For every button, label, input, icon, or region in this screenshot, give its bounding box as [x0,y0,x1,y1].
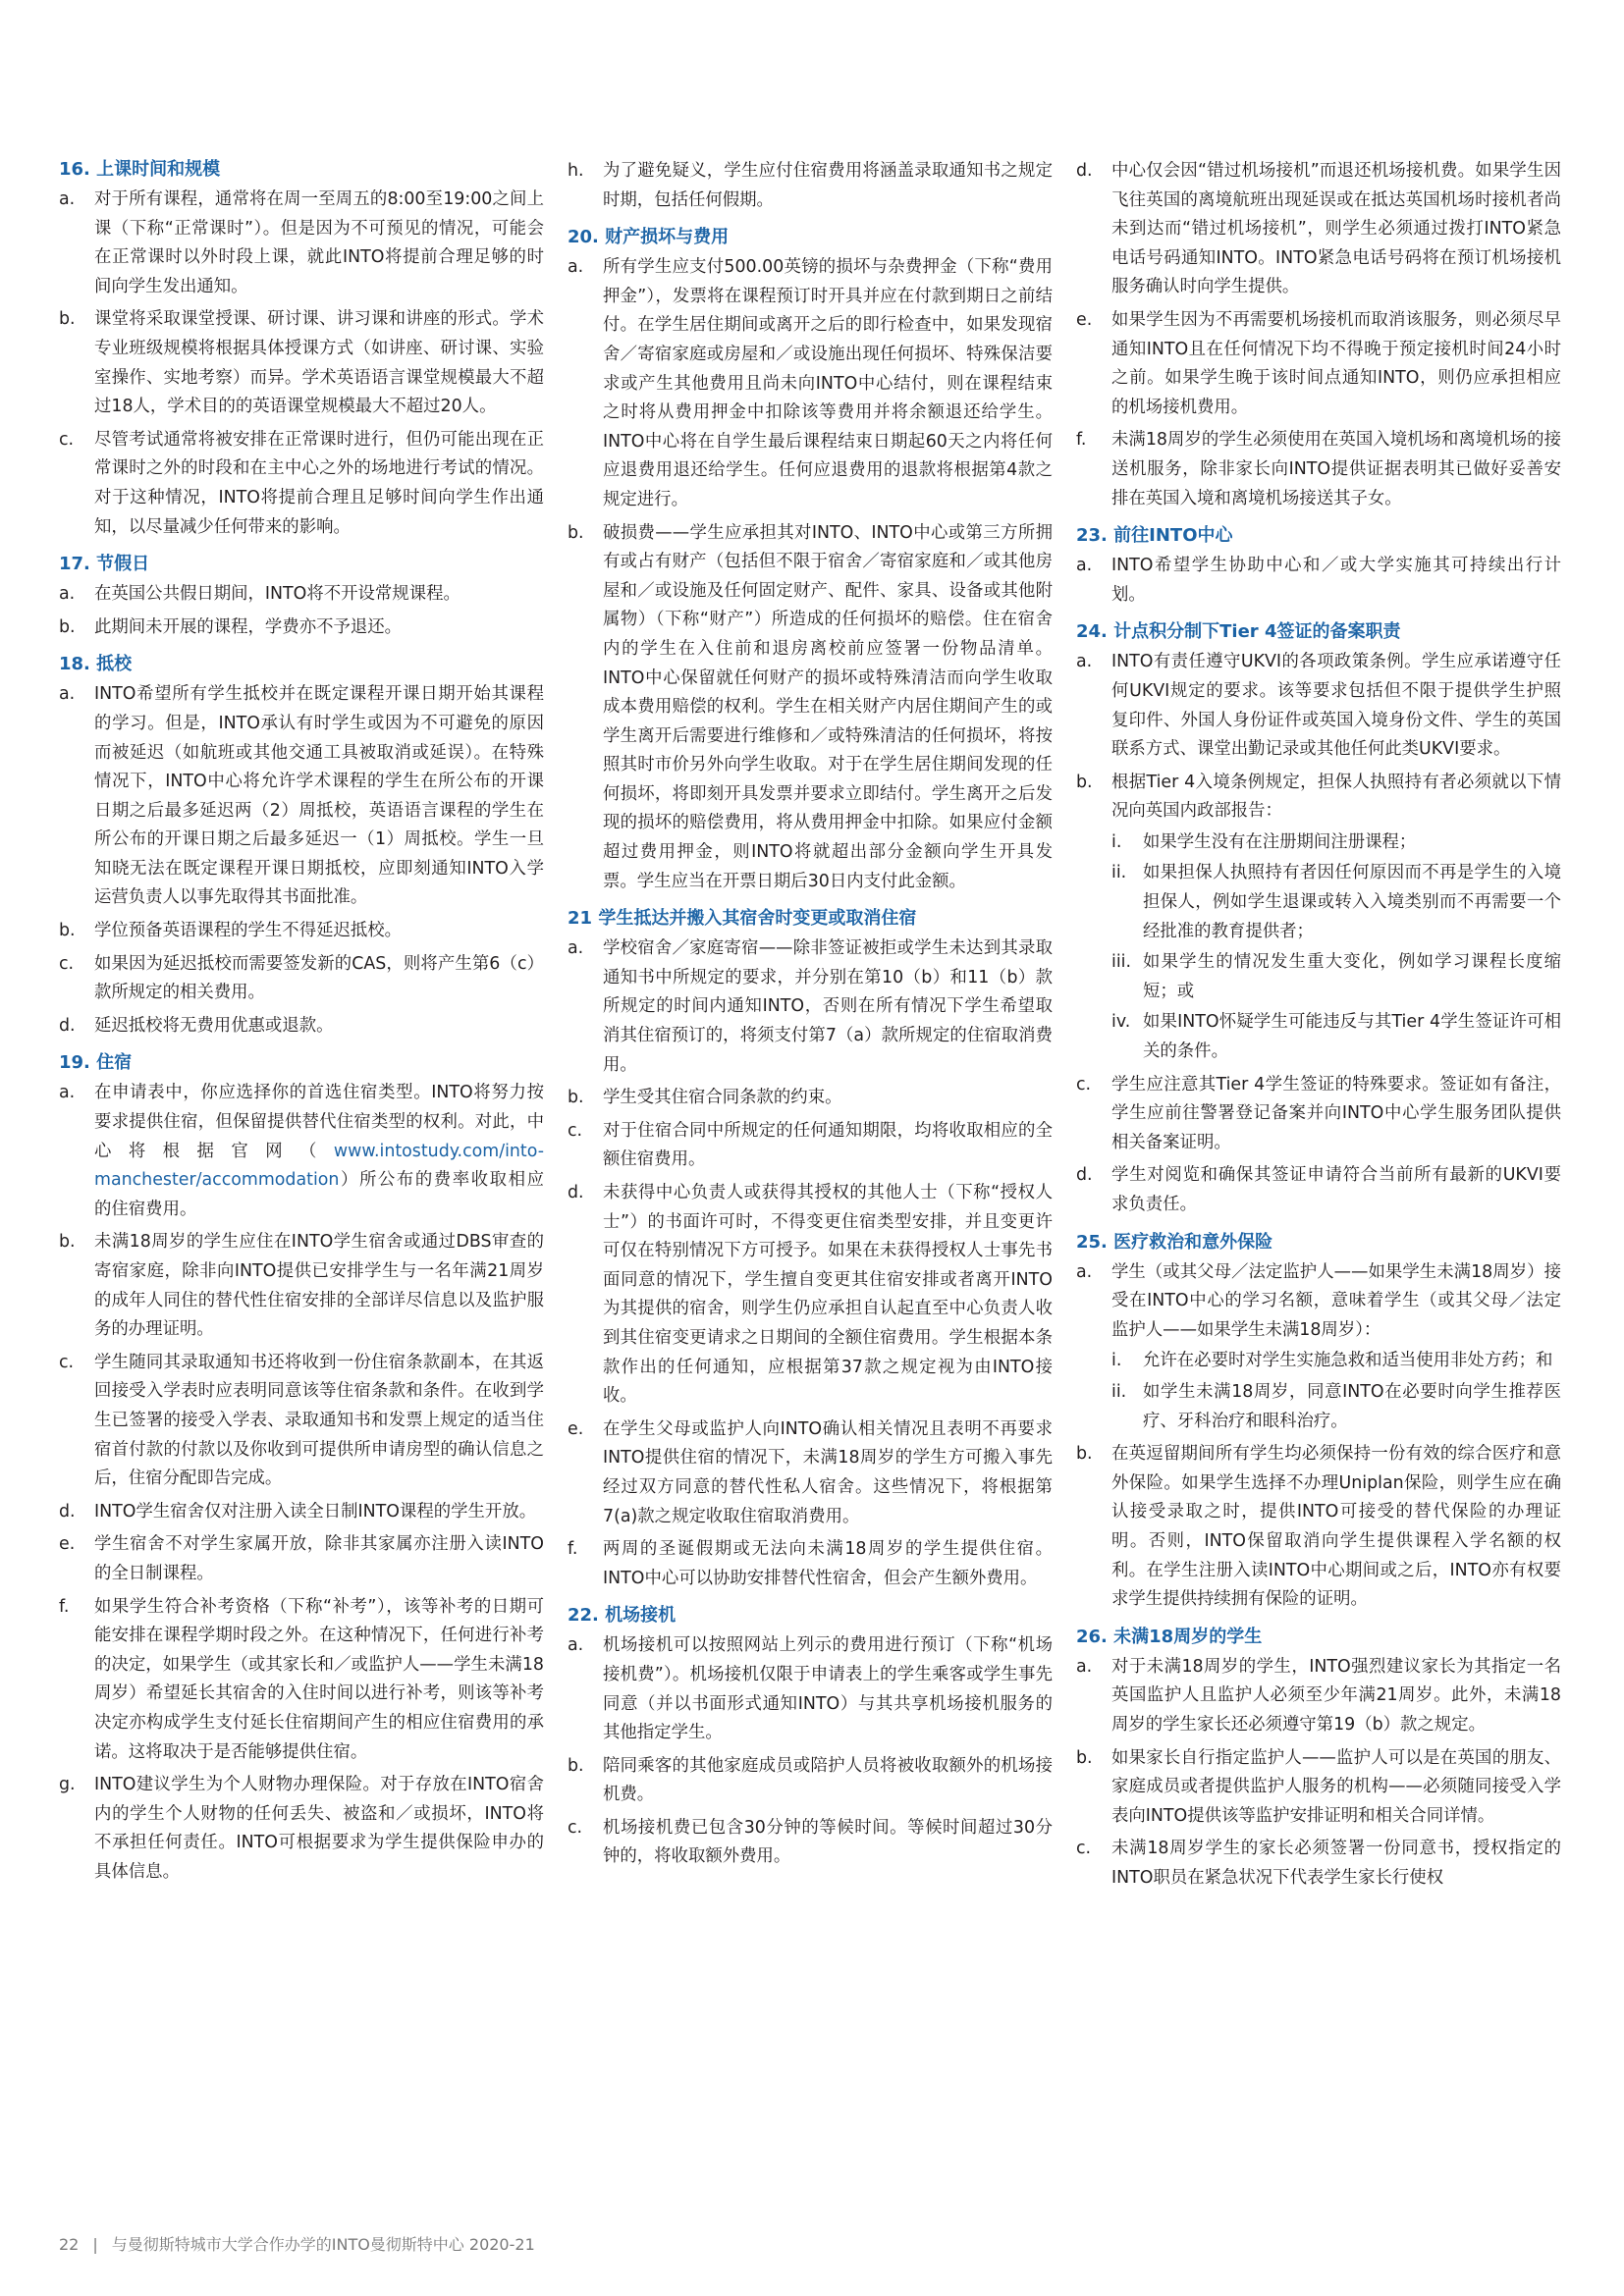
clause-label: a. [1076,1656,1093,1677]
column-left [59,157,544,1891]
section-title: 20. 财产损坏与费用 [568,227,730,248]
clause-item [568,1752,1053,1810]
clause-item [59,1349,544,1494]
clause-label: a. [59,189,76,209]
page-number: 22 [59,2235,80,2254]
sub-clause-label: iii. [1111,952,1132,973]
section-title: 17. 节假日 [59,554,150,575]
clause-text: INTO建议学生为个人财物办理保险。对于存放在INTO宿舍内的学生个人财物的任何丢失、被盗和／或损坏，INTO将不承担任何责任。INTO可根据要求为学生提供保险申办的具体信息。 [94,1775,544,1882]
clause-text: 根据Tier 4入境条例规定，担保人执照持有者必须就以下情况向英国内政部报告： [1111,772,1561,822]
clause-item [59,580,544,610]
clause-label: d. [59,1015,76,1036]
section-title: 22. 机场接机 [568,1605,677,1627]
sub-clause-text: 如果INTO怀疑学生可能违反与其Tier 4学生签证许可相关的条件。 [1143,1012,1561,1062]
sub-clause-text: 允许在必要时对学生实施急救和适当使用非处方药；和 [1143,1351,1553,1371]
clause-label: a. [1076,652,1093,672]
clause-item [1076,426,1561,513]
clause-item [1076,1835,1561,1893]
clause-label: c. [568,1817,583,1838]
section-title: 23. 前往INTO中心 [1076,525,1233,547]
clause-text: 如果因为延迟抵校而需要签发新的CAS，则将产生第6（c）款所规定的相关费用。 [94,953,544,1003]
clause-label: b. [1076,772,1093,792]
section-title: 26. 未满18周岁的学生 [1076,1626,1263,1647]
footer-text: 与曼彻斯特城市大学合作办学的INTO曼彻斯特中心 2020-21 [111,2235,535,2254]
column-middle [568,157,1053,1876]
clause-label: g. [59,1775,76,1795]
clause-label: e. [59,1534,76,1555]
clause-label: a. [1076,1261,1093,1282]
clause-item [568,1814,1053,1872]
clause-item [59,426,544,542]
clause-text: 如果学生因为不再需要机场接机而取消该服务，则必须尽早通知INTO且在任何情况下均不得晚于预定接机时间24小时之前。如果学生晚于该时间点通知INTO，则仍应承担相应的机场接机费用。 [1111,309,1561,417]
sub-clause-label: ii. [1111,1381,1127,1402]
section-title: 19. 住宿 [59,1052,133,1074]
clause-item [59,1228,544,1344]
clause-item [1076,1071,1561,1158]
clause-text: INTO学生宿舍仅对注册入读全日制INTO课程的学生开放。 [94,1501,537,1522]
clause-label: c. [59,953,75,974]
sub-clause-text: 如果学生没有在注册期间注册课程； [1143,831,1417,852]
clause-item [59,1593,544,1768]
sub-clause-text: 如果担保人执照持有者因任何原因而不再是学生的入境担保人，例如学生退课或转入入境类别而不再需要一个经批准的教育提供者； [1143,863,1561,941]
clause-text: INTO希望学生协助中心和／或大学实施其可持续出行计划。 [1111,556,1561,605]
clause-text: 学生宿舍不对学生家属开放，除非其家属亦注册入读INTO的全日制课程。 [94,1534,544,1583]
clause-text: 所有学生应支付500.00英镑的损坏与杂费押金（下称“费用押金”），发票将在课程预订时开具并应在付款到期日之前结付。在学生居住期间或离开之后的即行检查中，如果发现宿舍／寄宿家庭或房屋和／或设施出现任何损坏、特殊保洁要求或产生其他费用且尚未向INTO中心结付，则在课程结束之时将从费用押金中扣除该等费用并将余额退还给学生。INTO中心将在自学生最后课程结束日期起60天之内将任何应退费用退还给学生。任何应退费用的退款将根据第4款之规定进行。 [603,257,1053,509]
clause-text: 未满18周岁的学生必须使用在英国入境机场和离境机场的接送机服务，除非家长向INTO提供证据表明其已做好妥善安排在英国入境和离境机场接送其子女。 [1111,430,1561,508]
sub-clause-label: ii. [1111,863,1127,883]
clause-item [1076,1161,1561,1219]
clause-text: 在英国公共假日期间，INTO将不开设常规课程。 [94,584,460,605]
clause-item [568,934,1053,1080]
clause-label: b. [59,616,76,637]
clause-label: h. [568,161,584,181]
sub-clause-item [1111,1347,1561,1376]
clause-text: 延迟抵校将无费用优惠或退款。 [94,1015,334,1036]
clause-text: 学校宿舍／家庭寄宿——除非签证被拒或学生未达到其录取通知书中所规定的要求，并分别在第10（b）和11（b）款所规定的时间内通知INTO，否则在所有情况下学生希望取消其住宿预订的，将须支付第7（a）款所规定的住宿取消费用。 [603,938,1053,1075]
clause-label: c. [1076,1074,1092,1095]
clause-label: b. [59,921,76,941]
clause-item [1076,1653,1561,1740]
clause-item [568,1415,1053,1531]
clause-label: a. [568,257,584,278]
clause-text: 未满18周岁的学生应住在INTO学生宿舍或通过DBS审查的寄宿家庭，除非向INTO提供已安排学生与一名年满21周岁的成年人同住的替代性住宿安排的全部详尽信息以及监护服务的办理证明。 [94,1232,544,1340]
clause-label: d. [568,1183,584,1202]
clause-text: INTO希望所有学生抵校并在既定课程开课日期开始其课程的学习。但是，INTO承认有时学生或因为不可避免的原因而被延迟（如航班或其他交通工具被取消或延误）。在特殊情况下，INTO中心将允许学术课程的学生在所公布的开课日期之后最多延迟两（2）周抵校，英语语言课程的学生在所公布的开课日期之后最多延迟一（1）周抵校。学生一旦知晓无法在既定课程开课日期抵校，应即刻通知INTO入学运营负责人以事先取得其书面批准。 [94,684,544,908]
clause-item [59,1498,544,1527]
clause-item [568,1631,1053,1747]
clause-text: 学位预备英语课程的学生不得延迟抵校。 [94,921,403,941]
clause-label: a. [59,1083,76,1103]
sub-clause-text: 如学生未满18周岁，同意INTO在必要时向学生推荐医疗、牙科治疗和眼科治疗。 [1143,1381,1561,1431]
clause-label: d. [1076,161,1093,181]
clause-text: 机场接机可以按照网站上列示的费用进行预订（下称“机场接机费”）。机场接机仅限于申请表上的学生乘客或学生事先同意（并以书面形式通知INTO）与其共享机场接机服务的其他指定学生。 [603,1635,1053,1743]
clause-item [59,1771,544,1887]
section-title: 18. 抵校 [59,654,133,675]
clause-item [1076,552,1561,610]
clause-text: 未满18周岁学生的家长必须签署一份同意书，授权指定的INTO职员在紧急状况下代表学生家长行使权 [1111,1839,1561,1888]
clause-label: c. [568,1120,583,1141]
clause-label: e. [1076,309,1093,330]
sub-clause-text: 如果学生的情况发生重大变化，例如学习课程长度缩短；或 [1143,952,1561,1001]
sub-clause-label: i. [1111,1351,1122,1371]
clause-item [1076,1440,1561,1615]
clause-text: 学生对阅览和确保其签证申请符合当前所有最新的UKVI要求负责任。 [1111,1165,1561,1214]
clause-text: INTO有责任遵守UKVI的各项政策条例。学生应承诺遵守任何UKVI规定的要求。该等要求包括但不限于提供学生护照复印件、外国人身份证件或英国入境身份文件、学生的英国联系方式、课堂出勤记录或其他任何此类UKVI要求。 [1111,652,1561,760]
clause-item [59,950,544,1008]
clause-item [59,1079,544,1224]
clause-item [59,1530,544,1588]
clause-text: 两周的圣诞假期或无法向未满18周岁的学生提供住宿。INTO中心可以协助安排替代性宿舍，但会产生额外费用。 [603,1539,1053,1588]
clause-text: 破损费——学生应承担其对INTO、INTO中心或第三方所拥有或占有财产（包括但不限于宿舍／寄宿家庭和／或其他房屋和／或设施及任何固定财产、配件、家具、设备或其他附属物）（下称“财产”）所造成的任何损坏的赔偿。住在宿舍内的学生在入住前和退房离校前应签署一份物品清单。INTO中心保留就任何财产的损坏或特殊清洁而向学生收取成本费用赔偿的权利。学生在相关财产内居住期间产生的或学生离开后需要进行维修和／或特殊清洁的任何损坏，将按照其时市价另外向学生收取。对于在学生居住期间发现的任何损坏，将即刻开具发票并要求立即结付。学生离开之后发现的损坏的赔偿费用，将从费用押金中扣除。如果应付金额超过费用押金，则INTO将就超出部分金额向学生开具发票。学生应当在开票日期后30日内支付此金额。 [603,522,1053,891]
clause-item [568,1117,1053,1175]
clause-text [94,1083,544,1218]
sub-clause-item [1111,1008,1561,1066]
clause-label: a. [568,938,584,959]
clause-label: d. [59,1501,76,1522]
clause-text: 课堂将采取课堂授课、研讨课、讲习课和讲座的形式。学术专业班级规模将根据具体授课方式（如讲座、研讨课、实验室操作、实地考察）而异。学术英语语言课堂规模最大不超过18人，学术目的的英语课堂规模最大不超过20人。 [94,309,544,417]
clause-text: 学生应注意其Tier 4学生签证的特殊要求。签证如有备注，学生应前往警署登记备案并向INTO中心学生服务团队提供相关备案证明。 [1111,1074,1561,1152]
clause-text: 未获得中心负责人或获得其授权的其他人士（下称“授权人士”）的书面许可时，不得变更住宿类型安排，并且变更许可仅在特别情况下方可授予。如果在未获得授权人士事先书面同意的情况下，学生擅自变更其住宿安排或者离开INTO为其提供的宿舍，则学生仍应承担自认起直至中心负责人收到其住宿变更请求之日期间的全额住宿费用。学生根据本条款作出的任何通知，应根据第37款之规定视为由INTO接收。 [603,1183,1053,1407]
clause-item [59,1012,544,1041]
clause-text: 学生随同其录取通知书还将收到一份住宿条款副本，在其返回接受入学表时应表明同意该等住宿条款和条件。在收到学生已签署的接受入学表、录取通知书和发票上规定的适当住宿首付款的付款以及你收到可提供所申请房型的确认信息之后，住宿分配即告完成。 [94,1352,544,1489]
clause-text: 对于住宿合同中所规定的任何通知期限，均将收取相应的全额住宿费用。 [603,1120,1053,1170]
clause-item [568,519,1053,897]
clause-label: a. [59,584,76,605]
page-footer [59,2232,535,2255]
section-title: 21 学生抵达并搬入其宿舍时变更或取消住宿 [568,908,917,930]
clause-text: 在学生父母或监护人向INTO确认相关情况且表明不再要求INTO提供住宿的情况下，未满18周岁的学生方可搬入事先经过双方同意的替代性私人宿舍。这些情况下，将根据第7(a)款之规定收取住宿取消费用。 [603,1418,1053,1526]
clause-item [1076,157,1561,302]
clause-label: f. [1076,430,1087,451]
clause-item [568,253,1053,514]
column-right [1076,157,1561,1896]
clause-label: c. [59,1352,75,1372]
clause-label: b. [568,1755,584,1776]
clause-label: d. [1076,1165,1093,1186]
clause-text: 如果家长自行指定监护人——监护人可以是在英国的朋友、家庭成员或者提供监护人服务的机构——必须随同接受入学表向INTO提供该等监护安排证明和相关合同详情。 [1111,1747,1561,1826]
section-title: 25. 医疗救治和意外保险 [1076,1231,1273,1253]
clause-label: c. [1076,1839,1092,1859]
clause-text: 学生（或其父母／法定监护人——如果学生未满18周岁）接受在INTO中心的学习名额，意味着学生（或其父母／法定监护人——如果学生未满18周岁）： [1111,1261,1561,1340]
sub-clause-label: iv. [1111,1012,1131,1033]
clause-label: b. [568,1088,584,1108]
clause-text: 学生受其住宿合同条款的约束。 [603,1088,842,1108]
clause-label: a. [1076,556,1093,576]
clause-label: b. [1076,1747,1093,1768]
clause-text: 在英逗留期间所有学生均必须保持一份有效的综合医疗和意外保险。如果学生选择不办理Uniplan保险，则学生应在确认接受录取之时，提供INTO可接受的替代保险的办理证明。否则，INTO保留取消向学生提供课程入学名额的权利。在学生注册入读INTO中心期间或之后，INTO亦有权要求学生提供持续拥有保险的证明。 [1111,1444,1561,1610]
clause-item [1076,648,1561,764]
clause-text: 中心仅会因“错过机场接机”而退还机场接机费。如果学生因飞往英国的离境航班出现延误或在抵达英国机场时接机者尚未到达而“错过机场接机”，则学生必须通过拨打INTO紧急电话号码通知INTO。INTO紧急电话号码将在预订机场接机服务确认时向学生提供。 [1111,161,1561,297]
clause-item [59,186,544,301]
sub-clause-item [1111,828,1561,858]
clause-item [568,1535,1053,1593]
clause-label: a. [568,1635,584,1656]
clause-item [59,917,544,946]
section-title: 24. 计点积分制下Tier 4签证的备案职责 [1076,621,1401,643]
sub-clause-item [1111,1378,1561,1436]
clause-label: b. [59,309,76,330]
clause-text: 机场接机费已包含30分钟的等候时间。等候时间超过30分钟的，将收取额外费用。 [603,1817,1053,1867]
clause-label: e. [568,1418,584,1439]
clause-label: a. [59,684,76,705]
clause-item [59,614,544,643]
clause-text-before: 在申请表中，你应选择你的首选住宿类型。INTO将努力按要求提供住宿，但保留提供替代住宿类型的权利。对此，中心将根据官网（ [94,1083,544,1161]
clause-item [59,680,544,913]
clause-item [1076,306,1561,422]
clause-text: 此期间未开展的课程，学费亦不予退还。 [94,616,403,637]
footer-separator: | [92,2235,98,2254]
clause-item [1076,1258,1561,1437]
clause-label: c. [59,429,75,450]
clause-label: f. [59,1596,70,1617]
clause-item [568,1179,1053,1412]
clause-text: 为了避免疑义，学生应付住宿费用将涵盖录取通知书之规定时期，包括任何假期。 [603,161,1053,210]
clause-label: f. [568,1539,578,1560]
clause-text: 对于所有课程，通常将在周一至周五的8:00至19:00之间上课（下称“正常课时”）。但是因为不可预见的情况，可能会在正常课时以外时段上课，就此INTO将提前合理足够的时间向学生发出通知。 [94,189,544,296]
clause-item [568,157,1053,215]
clause-item [568,1084,1053,1113]
accommodation-link[interactable]: www.intostudy.com/into-manchester/accommodation [94,1141,544,1191]
sub-clause-item [1111,859,1561,946]
clause-item [59,305,544,421]
clause-text: 如果学生符合补考资格（下称“补考”），该等补考的日期可能安排在课程学期时段之外。在这种情况下，任何进行补考的决定，如果学生（或其家长和／或监护人——学生未满18周岁）希望延长其宿舍的入住时间以进行补考，则该等补考决定亦构成学生支付延长住宿期间产生的相应住宿费用的承诺。这将取决于是否能够提供住宿。 [94,1596,544,1762]
section-title: 16. 上课时间和规模 [59,159,221,180]
clause-label: b. [59,1232,76,1253]
clause-label: b. [1076,1444,1093,1465]
clause-text: 陪同乘客的其他家庭成员或陪护人员将被收取额外的机场接机费。 [603,1755,1053,1805]
clause-text-after: ）所公布的费率收取相应的住宿费用。 [94,1170,544,1219]
clause-text: 尽管考试通常将被安排在正常课时进行，但仍可能出现在正常课时之外的时段和在主中心之外的场地进行考试的情况。对于这种情况，INTO将提前合理且足够时间向学生作出通知，以尽量减少任何带来的影响。 [94,429,544,537]
clause-item [1076,769,1561,1067]
clause-label: b. [568,522,584,543]
clause-item [1076,1744,1561,1832]
clause-text: 对于未满18周岁的学生，INTO强烈建议家长为其指定一名英国监护人且监护人必须至少年满21周岁。此外，未满18周岁的学生家长还必须遵守第19（b）款之规定。 [1111,1656,1561,1735]
sub-clause-item [1111,948,1561,1006]
sub-clause-label: i. [1111,831,1122,852]
